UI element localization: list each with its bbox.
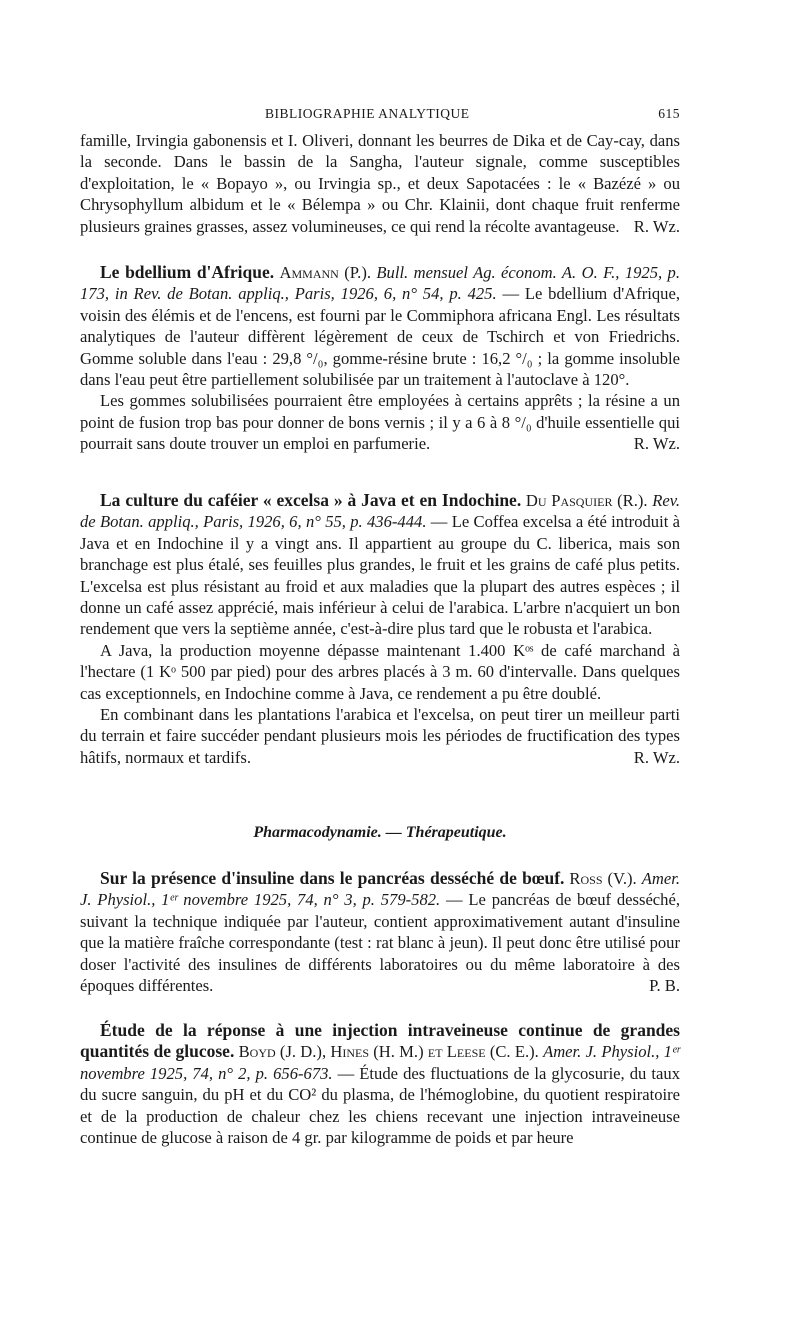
article-insuline xyxy=(80,868,680,996)
article-continuation xyxy=(80,130,680,237)
article-reference: Rev. de Botan. appliq., Paris, 1926, 6, n° 55, p. 436-444. xyxy=(80,491,681,532)
article-cafeier xyxy=(80,490,680,768)
article-signature: R. Wz. xyxy=(633,216,680,236)
article-body: — Le Coffea excelsa a été introduit à Java et en Indochine il y a vingt ans. Il appartient au groupe du C. liberica, mais son branchage est plus étalé, ses feuilles plus grandes, le fruit et les grains de café plus petits. L'excelsa est plus résistant au froid et aux maladies que la plupart des autres espèces ; il donne un café assez apprécié, mais inférieur à celui de l'arabica. L'arbre n'acquiert un bon rendement que vers la septième année, c'est-à-dire plus tard que le robusta et l'arabica. xyxy=(80,512,681,639)
article-title: Sur la présence d'insuline dans le pancréas desséché de bœuf. xyxy=(100,868,565,888)
article-author: Ross (V.). xyxy=(569,869,637,888)
article-title: Le bdellium d'Afrique. xyxy=(100,262,275,282)
article-title: La culture du caféier « excelsa » à Java et en Indochine. xyxy=(100,490,522,510)
section-heading: Pharmacodynamie. — Thérapeutique. xyxy=(253,824,507,841)
article-signature: P. B. xyxy=(649,976,680,996)
article-body: A Java, la production moyenne dépasse maintenant 1.400 Kᵒˢ de café marchand à l'hectare (1 Kᵒ 500 par pied) pour des arbres placés à 3 m. 60 d'intervalle. Dans quelques cas exceptionnels, en Indochine comme à Java, ce rendement a pu être doublé. xyxy=(80,640,680,703)
article-author: Du Pasquier (R.). xyxy=(525,491,648,510)
article-body: famille, Irvingia gabonensis et I. Oliveri, donnant les beurres de Dika et de Cay-cay, dans la seconde. Dans le bassin de la Sangha, l'auteur signale, comme susceptibles d'exploitation, le « Bopayo », ou Irvingia sp., et deux Sapotacées : le « Bazézé » ou Chrysophyllum albidum et le « Bélempa » ou Chr. Klainii, dont chaque fruit renferme plusieurs graines grasses, assez volumineuses, ce qui rend la récolte avantageuse. xyxy=(80,131,680,236)
article-body: — Étude des fluctuations de la glycosurie, du taux du sucre sanguin, du pH et du CO² du plasma, de l'hémoglobine, du quotient respiratoire et de la production de chaleur chez les chiens recevant une injection intraveineuse continue de glucose à raison de 4 gr. par kilogramme de poids et par heure xyxy=(80,1063,680,1148)
running-title: BIBLIOGRAPHIE ANALYTIQUE xyxy=(265,106,470,121)
running-header xyxy=(80,103,680,123)
article-body: Les gommes solubilisées pourraient être employées à certains apprêts ; la résine a un point de fusion trop bas pour donner de bons vernis ; il y a 6 à 8 °/₀ d'huile essentielle qui pourrait sans doute trouver un emploi en parfumerie. xyxy=(80,391,680,454)
article-reference: Amer. J. Physiol., 1ᵉʳ novembre 1925, 74, n° 2, p. 656-673. xyxy=(80,1042,680,1083)
article-signature: R. Wz. xyxy=(633,747,680,767)
article-author: Ammann (P.). xyxy=(279,263,371,282)
article-body: — Le bdellium d'Afrique, voisin des élémis et de l'encens, est fourni par le Commiphora africana Engl. Les résultats analytiques de l'auteur diffèrent légèrement de ceux de Tschirch et von Friedrichs. Gomme soluble dans l'eau : 29,8 °/₀, gomme-résine brute : 16,2 °/₀ ; la gomme insoluble dans l'eau peut être partiellement solubilisée par un traitement à l'autoclave à 120°. xyxy=(80,284,680,390)
article-glucose xyxy=(80,1020,680,1148)
page-number: 615 xyxy=(658,106,680,121)
article-reference: Bull. mensuel Ag. économ. A. O. F., 1925, p. 173, in Rev. de Botan. appliq., Paris, 1926, 6, n° 54, p. 425. xyxy=(80,263,680,304)
article-body: En combinant dans les plantations l'arabica et l'excelsa, on peut tirer un meilleur parti du terrain et faire succéder pendant plusieurs mois les périodes de fructification des types hâtifs, normaux et tardifs. xyxy=(80,705,680,767)
article-bdellium xyxy=(80,262,680,455)
article-reference: Amer. J. Physiol., 1ᵉʳ novembre 1925, 74, n° 3, p. 579-582. xyxy=(80,869,680,910)
article-title: Étude de la réponse à une injection intraveineuse continue de grandes quantités de glucose. xyxy=(80,1020,680,1062)
article-signature: R. Wz. xyxy=(633,434,680,454)
article-authors: Boyd (J. D.), Hines (H. M.) et Leese (C. E.). xyxy=(238,1042,539,1062)
article-body: — Le pancréas de bœuf desséché, suivant la technique indiquée par l'auteur, contient approximativement autant d'insuline que la matière fraîche correspondante (test : rat blanc à jeun). Il peut donc être utilisé pour doser l'activité des insulines de différents laboratoires ou du même laboratoire à des époques différentes. xyxy=(80,890,680,996)
